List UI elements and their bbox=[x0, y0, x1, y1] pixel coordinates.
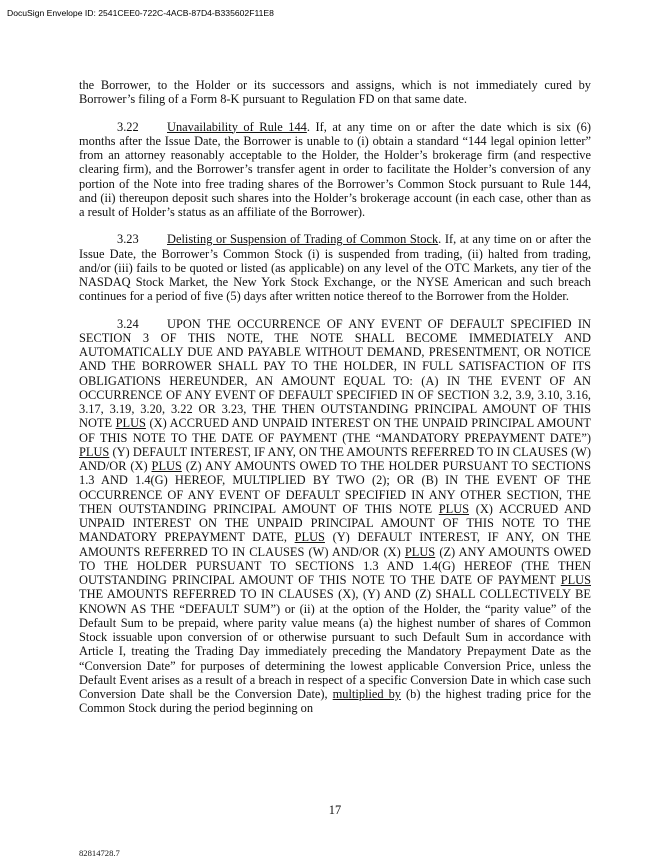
page-number: 17 bbox=[328, 803, 342, 817]
section-text: (X) ACCRUED AND UNPAID INTEREST ON THE UNPAID PRINCIPAL AMOUNT OF THIS NOTE TO THE DATE OF PAYMENT (THE “MANDATORY PREPAYMENT DATE”) bbox=[79, 416, 591, 445]
section-text: (Z) ANY AMOUNTS OWED TO THE HOLDER PURSUANT TO SECTIONS 1.3 AND 1.4(G) HEREOF, MULTIPLIED BY TWO (2); OR (B) IN THE EVENT OF THE OCCURRENCE OF ANY EVENT OF DEFAULT SPECIFIED IN ANY OTHER SECTION, THE THEN OUTSTANDING PRINCIPAL AMOUNT OF THIS NOTE bbox=[79, 459, 591, 516]
section-number: 3.24 bbox=[117, 316, 139, 331]
plus-term: PLUS bbox=[404, 544, 436, 559]
section-text: UPON THE OCCURRENCE OF ANY EVENT OF DEFAULT SPECIFIED IN SECTION 3 OF THIS NOTE, THE NOTE SHALL BECOME IMMEDIATELY AND AUTOMATICALLY DUE AND PAYABLE WITHOUT DEMAND, PRESENTMENT, OR NOTICE AND THE BORROWER SHALL PAY TO THE HOLDER, IN FULL SATISFACTION OF ITS OBLIGATIONS HEREUNDER, AN AMOUNT EQUAL TO: (A) IN THE EVENT OF AN OCCURRENCE OF ANY EVENT OF DEFAULT SPECIFIED IN OF SECTION 3.2, 3.9, 3.10, 3.16, 3.17, 3.19, 3.20, 3.22 OR 3.23, THE THEN OUTSTANDING PRINCIPAL AMOUNT OF THIS NOTE bbox=[79, 316, 591, 431]
continuation-paragraph: the Borrower, to the Holder or its successors and assigns, which is not immediately cured by Borrower’s filing of a Form 8-K pursuant to Regulation FD on that same date. bbox=[79, 78, 591, 107]
plus-term: PLUS bbox=[294, 530, 325, 545]
section-text: (X) ACCRUED AND UNPAID INTEREST ON THE UNPAID PRINCIPAL AMOUNT OF THIS NOTE TO THE MANDATORY PREPAYMENT DATE, bbox=[79, 501, 591, 545]
plus-term: PLUS bbox=[115, 416, 146, 431]
section-number: 3.22 bbox=[117, 119, 139, 134]
plus-term: PLUS bbox=[438, 501, 470, 516]
document-body bbox=[79, 78, 591, 729]
section-title: Delisting or Suspension of Trading of Common Stock bbox=[167, 232, 439, 247]
section-number: 3.23 bbox=[117, 232, 139, 247]
section-title: Unavailability of Rule 144 bbox=[167, 119, 307, 134]
section-text: (Z) ANY AMOUNTS OWED TO THE HOLDER PURSUANT TO SECTIONS 1.3 AND 1.4(G) HEREOF (THE THEN OUTSTANDING PRINCIPAL AMOUNT OF THIS NOTE TO THE DATE OF PAYMENT bbox=[79, 544, 591, 587]
plus-term: PLUS bbox=[151, 459, 182, 473]
section-text: (Y) DEFAULT INTEREST, IF ANY, ON THE AMOUNTS REFERRED TO IN CLAUSES (W) AND/OR (X) bbox=[79, 444, 591, 473]
section-text: THE AMOUNTS REFERRED TO IN CLAUSES (X), (Y) AND (Z) SHALL COLLECTIVELY BE KNOWN AS THE “DEFAULT SUM”) or (ii) at the option of the Holder, the “parity value” of the Default Sum to be prepaid, where parity value means (a) the highest number of shares of Common Stock issuable upon conversion of or otherwise pursuant to such Default Sum in accordance with Article I, treating the Trading Day immediately preceding the Mandatory Prepayment Date as the “Conversion Date” for purposes of determining the lowest applicable Conversion Price, unless the Default Event arises as a result of a breach in respect of a specific Conversion Date in which case such Conversion Date shall be the Conversion Date), bbox=[79, 587, 591, 701]
section-3-22 bbox=[79, 120, 591, 220]
plus-term: PLUS bbox=[79, 444, 110, 459]
multiplied-by-term: multiplied by bbox=[332, 687, 402, 701]
document-number: 82814728.7 bbox=[79, 848, 120, 858]
section-text: . If, at any time on or after the date which is six (6) months after the Issue Date, the Borrower is unable to (i) obtain a standard “144 legal opinion letter” from an attorney reasonably acceptable to the Holder, the Holder’s brokerage firm (and respective clearing firm), and the Borrower’s transfer agent in order to facilitate the Holder’s conversion of any portion of the Note into free trading shares of the Borrower’s Common Stock pursuant to Rule 144, and (ii) thereupon deposit such shares into the Holder’s brokerage account (in each case, other than as a result of Holder’s status as an affiliate of the Borrower). bbox=[79, 119, 591, 219]
section-text: . If, at any time on or after the Issue Date, the Borrower’s Common Stock (i) is suspended from trading, (ii) halted from trading, and/or (iii) fails to be quoted or listed (as applicable) on any level of the OTC Markets, any tier of the NASDAQ Stock Market, the New York Stock Exchange, or the NYSE American and such breach continues for a period of five (5) days after written notice thereof to the Borrower from the Holder. bbox=[79, 232, 591, 304]
docusign-envelope-id: DocuSign Envelope ID: 2541CEE0-722C-4ACB-87D4-B335602F11E8 bbox=[7, 8, 274, 18]
section-text: (Y) DEFAULT INTEREST, IF ANY, ON THE AMOUNTS REFERRED TO IN CLAUSES (W) AND/OR (X) bbox=[79, 530, 591, 559]
section-3-24 bbox=[79, 317, 591, 716]
section-3-23 bbox=[79, 232, 591, 303]
section-text: (b) the highest trading price for the Common Stock during the period beginning on bbox=[79, 687, 591, 716]
plus-term: PLUS bbox=[560, 573, 591, 587]
